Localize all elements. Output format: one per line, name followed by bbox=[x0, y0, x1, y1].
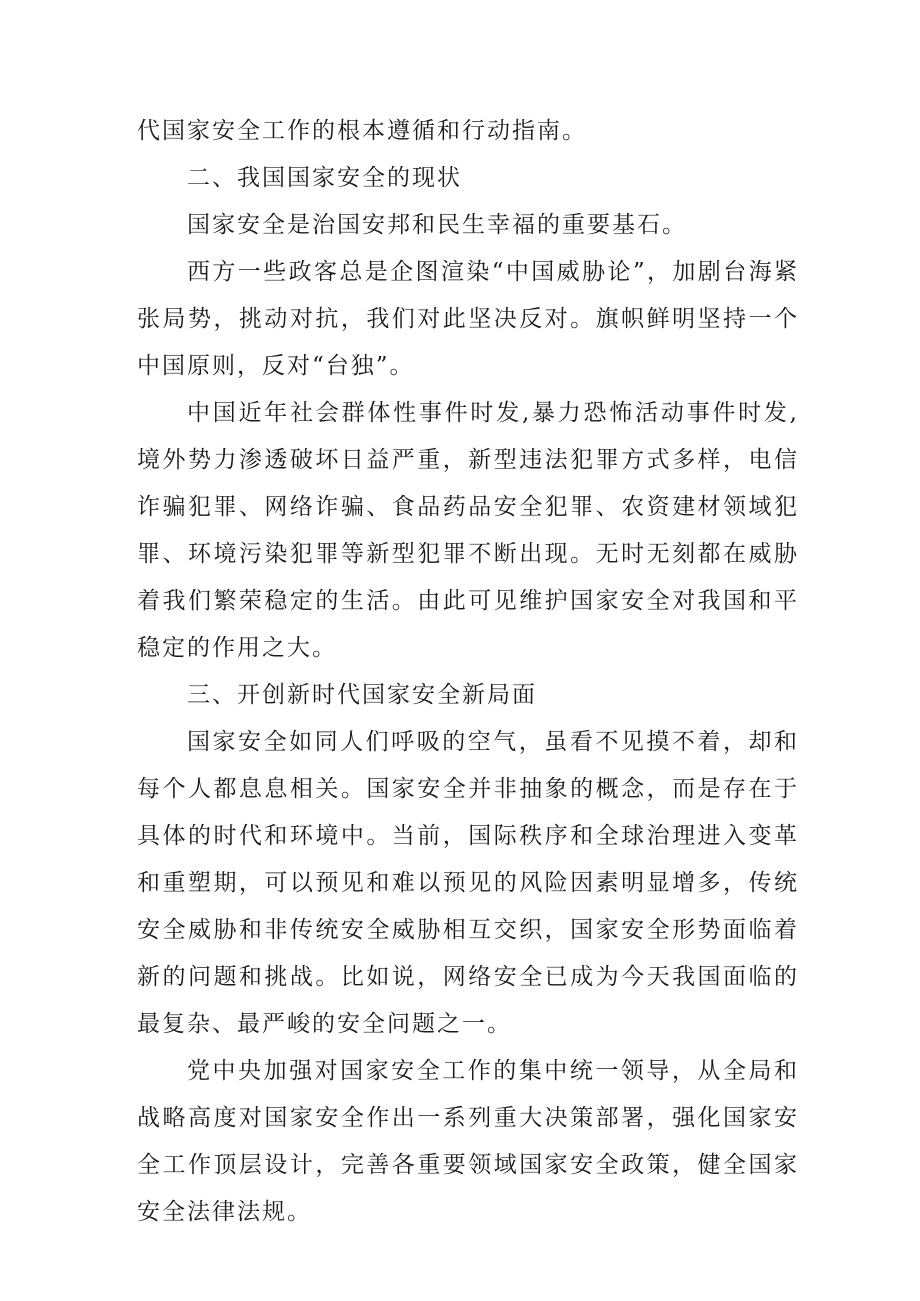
paragraph-continuation: 代国家安全工作的根本遵循和行动指南。 bbox=[137, 118, 587, 144]
document-body bbox=[137, 108, 799, 1236]
paragraph: 国家安全是治国安邦和民生幸福的重要基石。 bbox=[187, 212, 687, 238]
paragraph: 西方一些政客总是企图渲染“中国威胁论”，加剧台海紧张局势，挑动对抗，我们对此坚决反对。旗帜鲜明坚持一个中国原则，反对“台独”。 bbox=[137, 259, 799, 379]
section-heading-3: 三、开创新时代国家安全新局面 bbox=[187, 682, 537, 708]
paragraph: 中国近年社会群体性事件时发,暴力恐怖活动事件时发,境外势力渗透破坏日益严重，新型违法犯罪方式多样，电信诈骗犯罪、网络诈骗、食品药品安全犯罪、农资建材领域犯罪、环境污染犯罪等新型犯罪不断出现。无时无刻都在威胁着我们繁荣稳定的生活。由此可见维护国家安全对我国和平稳定的作用之大。 bbox=[137, 400, 799, 661]
paragraph: 党中央加强对国家安全工作的集中统一领导，从全局和战略高度对国家安全作出一系列重大决策部署，强化国家安全工作顶层设计，完善各重要领域国家安全政策，健全国家安全法律法规。 bbox=[137, 1058, 799, 1225]
paragraph: 国家安全如同人们呼吸的空气，虽看不见摸不着，却和每个人都息息相关。国家安全并非抽象的概念，而是存在于具体的时代和环境中。当前，国际秩序和全球治理进入变革和重塑期，可以预见和难以预见的风险因素明显增多，传统安全威胁和非传统安全威胁相互交织，国家安全形势面临着新的问题和挑战。比如说，网络安全已成为今天我国面临的最复杂、最严峻的安全问题之一。 bbox=[137, 729, 799, 1037]
section-heading-2: 二、我国国家安全的现状 bbox=[187, 165, 462, 191]
